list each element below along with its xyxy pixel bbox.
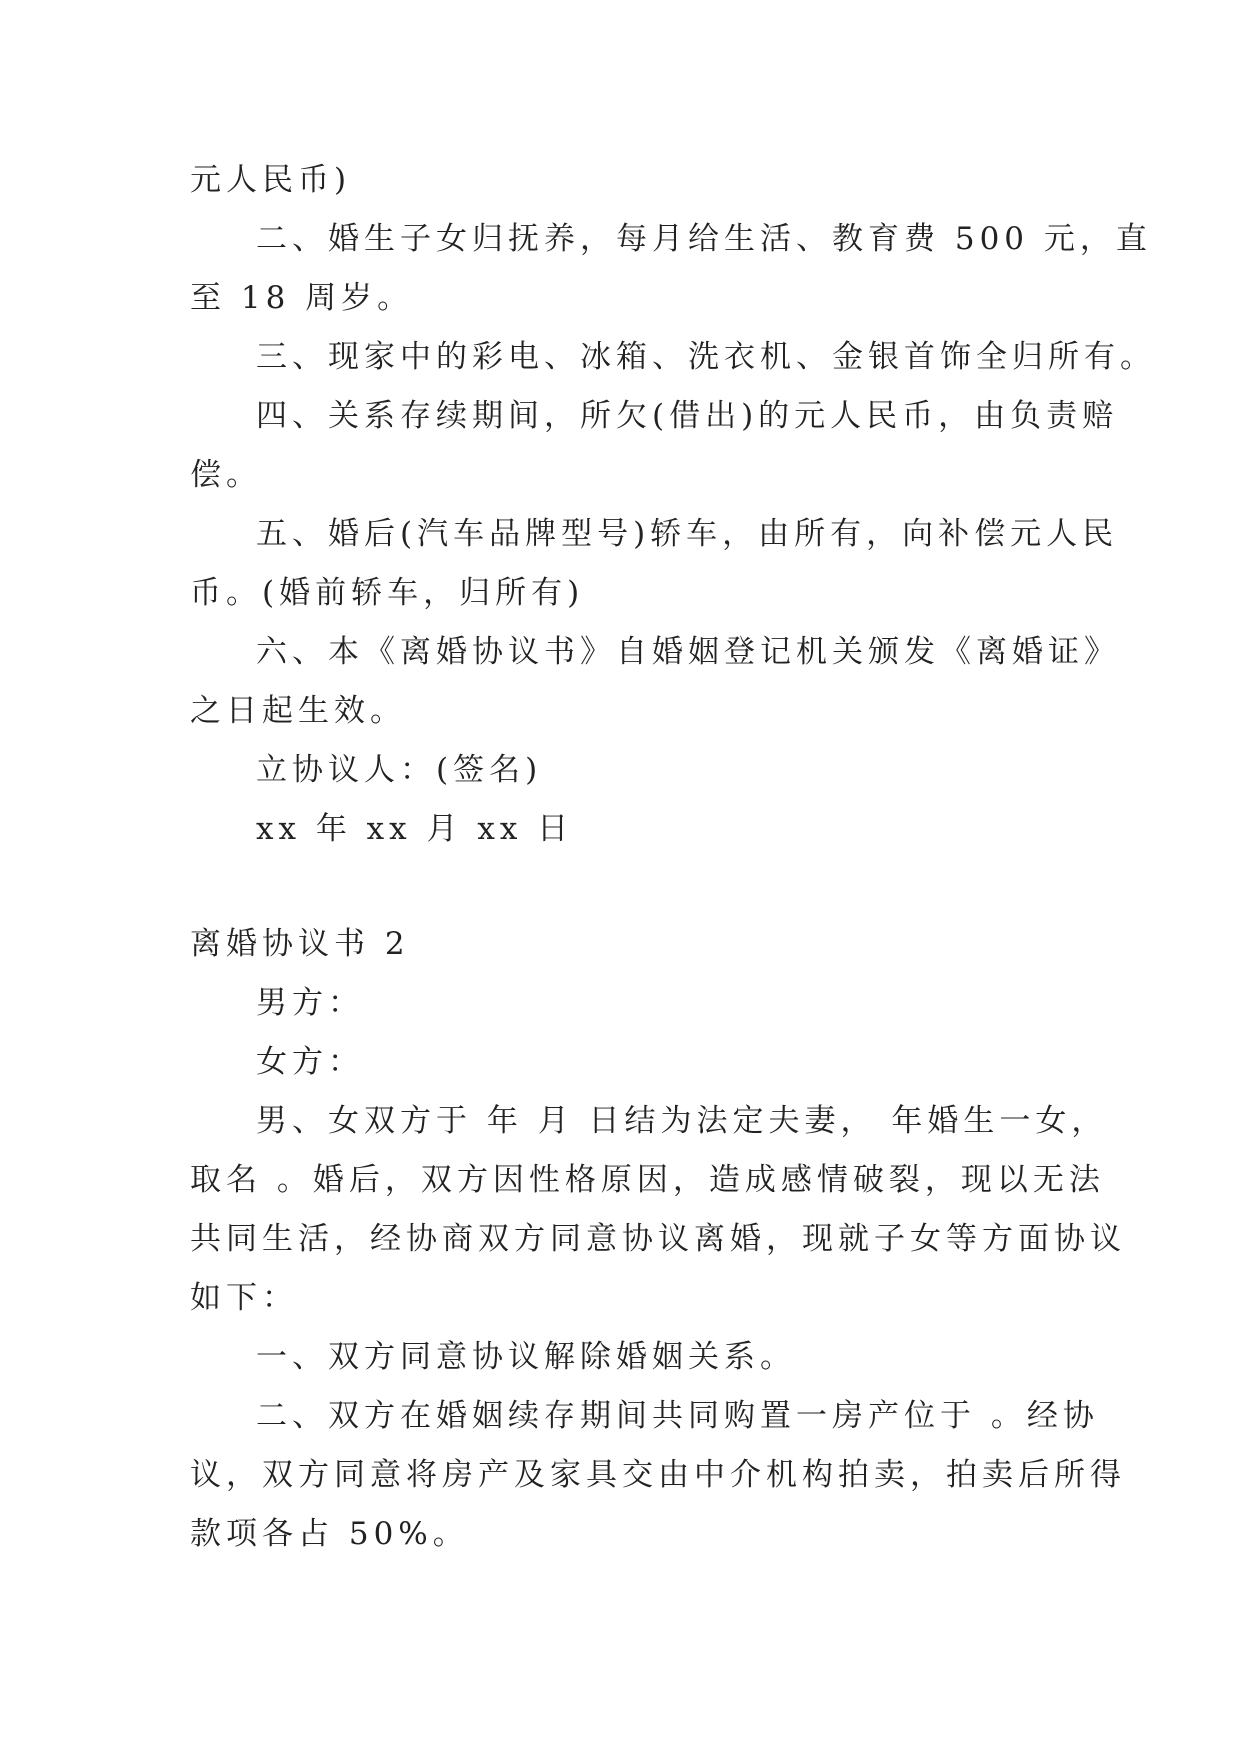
text-line: 款项各占 50%。 (190, 1516, 469, 1552)
text-line: 元人民币) (190, 162, 352, 198)
date-line: xx 年 xx 月 xx 日 (256, 811, 574, 847)
text-line: 偿。 (190, 457, 262, 493)
text-line: 男方： (256, 985, 364, 1021)
text-line: 二、婚生子女归抚养，每月给生活、教育费 500 元，直 (256, 221, 1152, 257)
text-line: 如下： (190, 1280, 298, 1316)
text-line: 六、本《离婚协议书》自婚姻登记机关颁发《离婚证》 (256, 634, 1120, 670)
text-line: 取名 。婚后，双方因性格原因，造成感情破裂，现以无法 (190, 1162, 1105, 1198)
text-line: 二、双方在婚姻续存期间共同购置一房产位于 。经协 (256, 1398, 1099, 1434)
text-line: 议，双方同意将房产及家具交由中介机构拍卖，拍卖后所得 (190, 1457, 1126, 1493)
text-line: 之日起生效。 (190, 693, 406, 729)
text-line: 五、婚后(汽车品牌型号)轿车，由所有，向补偿元人民 (256, 516, 1119, 552)
text-line: 一、双方同意协议解除婚姻关系。 (256, 1339, 796, 1375)
text-line: 币。(婚前轿车，归所有) (190, 575, 585, 611)
section-title: 离婚协议书 2 (190, 926, 410, 962)
signature-line: 立协议人：(签名) (256, 752, 543, 788)
text-line: 至 18 周岁。 (190, 280, 414, 316)
text-line: 共同生活，经协商双方同意协议离婚，现就子女等方面协议 (190, 1221, 1126, 1257)
text-line: 女方： (256, 1044, 364, 1080)
text-line: 四、关系存续期间，所欠(借出)的元人民币，由负责赔 (256, 398, 1119, 434)
text-line: 男、女双方于 年 月 日结为法定夫妻， 年婚生一女， (256, 1103, 1108, 1139)
text-line: 三、现家中的彩电、冰箱、洗衣机、金银首饰全归所有。 (256, 339, 1156, 375)
